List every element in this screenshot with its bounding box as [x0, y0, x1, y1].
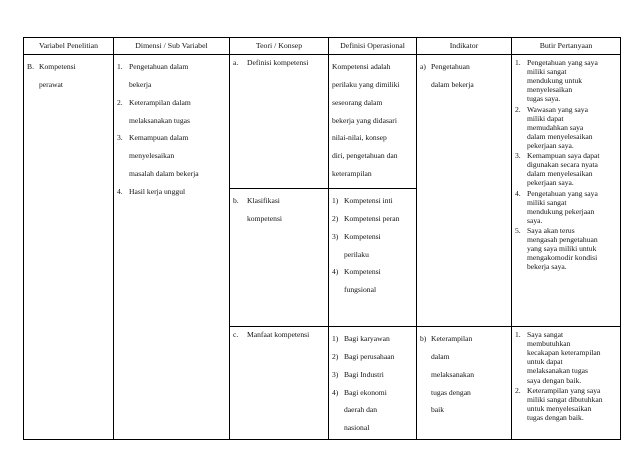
list-item: 1) Kompetensi inti [332, 196, 393, 205]
variabel-line: perawat [39, 79, 64, 89]
list-item: 3. Kemampuan saya dapat digunakan secara nyata dalam menyelesaikan pekerjaan saya. [515, 151, 600, 188]
header-butir: Butir Pertanyaan [512, 38, 621, 55]
header-teori: Teori / Konsep [230, 38, 329, 55]
variabel-line: Kompetensi [39, 62, 76, 71]
teori-cell: c. Manfaat kompetensi [230, 327, 329, 440]
indikator-cell: a) Pengetahuan dalam bekerja [417, 55, 512, 327]
header-row [24, 38, 621, 55]
teori-cell: b. Klasifikasi kompetensi [230, 189, 329, 327]
teori-cell: a. Definisi kompetensi [230, 55, 329, 189]
butir-cell [512, 327, 621, 440]
list-item: 2. Keterampilan dalam melaksanakan tugas [117, 97, 191, 125]
research-variable-table [23, 37, 621, 440]
definisi-cell [329, 327, 417, 440]
header-indikator: Indikator [417, 38, 512, 55]
list-item: 2. Wawasan yang saya miliki dapat memudahkan saya dalam menyelesaikan pekerjaan saya. [515, 104, 593, 150]
list-item: 3. Kemampuan dalam menyelesaikan masalah dalam bekerja [117, 133, 199, 179]
list-item: 1. Saya sangat membutuhkan kecakapan keterampilan untuk dapat melaksanakan tugas saya dengan baik. [515, 330, 601, 385]
list-item: 1. Pengetahuan yang saya miliki sangat mendukung untuk menyelesaikan tugas saya. [515, 58, 598, 104]
indikator-cell: b) Keterampilan dalam melaksanakan tugas dengan baik [417, 327, 512, 440]
list-item: 2. Keterampilan yang saya miliki sangat dibutuhkan untuk menyelesaikan tugas dengan baik. [515, 385, 603, 422]
variabel-marker: B. [27, 62, 34, 71]
table-row [24, 55, 621, 189]
list-item: 4) Bagi ekonomi daerah dan nasional [332, 387, 387, 433]
header-variabel: Variabel Penelitian [24, 38, 114, 55]
variabel-cell [24, 55, 114, 440]
list-item: 3) Bagi Industri [332, 369, 384, 379]
list-item: 2) Kompetensi peran [332, 213, 400, 223]
butir-cell [512, 55, 621, 327]
header-definisi: Definisi Operasional [329, 38, 417, 55]
list-item: 4. Pengetahuan yang saya miliki sangat mendukung pekerjaan saya. [515, 188, 598, 225]
list-item: 1) Bagi karyawan [332, 334, 390, 343]
list-item: 4) Kompetensi fungsional [332, 267, 381, 295]
list-item: 4. Hasil kerja unggul [117, 186, 186, 196]
definisi-cell: Kompetensi adalah perilaku yang dimiliki seseorang dalam bekerja yang didasari nilai-nilai, konsep diri, pengetahuan dan keterampilan [329, 55, 417, 189]
list-item: 3) Kompetensi perilaku [332, 231, 381, 259]
list-item: 5. Saya akan terus mengasah pengetahuan yang saya miliki untuk mengakomodir kondisi bekerja saya. [515, 225, 598, 272]
dimensi-cell [114, 55, 230, 440]
list-item: 2) Bagi perusahaan [332, 351, 395, 361]
definisi-cell [329, 189, 417, 327]
list-item: 1. Pengetahuan dalam bekerja [117, 62, 189, 89]
header-dimensi: Dimensi / Sub Variabel [114, 38, 230, 55]
